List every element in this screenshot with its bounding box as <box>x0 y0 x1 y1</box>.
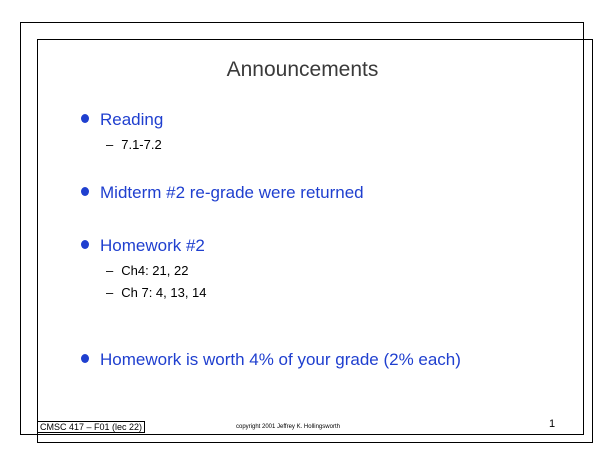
bullet-text: Homework #2 <box>100 236 205 255</box>
subitem-reading <box>106 137 162 152</box>
footer-course: CMSC 417 – F01 (lec 22) <box>37 421 145 433</box>
bullet-homework-worth <box>81 350 461 370</box>
page-number: 1 <box>549 418 556 430</box>
slide-title: Announcements <box>226 58 379 81</box>
subitem-text: Ch4: 21, 22 <box>121 263 189 278</box>
bullet-text: Midterm #2 re-grade were returned <box>100 183 364 202</box>
subitem-text: 7.1-7.2 <box>121 137 162 152</box>
sub-marker: – <box>106 137 114 152</box>
subitem-homework-ch7 <box>106 285 207 300</box>
bullet-homework <box>81 236 205 256</box>
subitem-text: Ch 7: 4, 13, 14 <box>121 285 207 300</box>
bullet-text: Reading <box>100 110 164 129</box>
bullet-dot-icon <box>81 240 89 249</box>
sub-marker: – <box>106 285 114 300</box>
bullet-dot-icon <box>81 354 89 363</box>
slide-frame-outer <box>20 22 584 435</box>
bullet-text: Homework is worth 4% of your grade (2% each) <box>100 350 461 369</box>
bullet-reading <box>81 110 163 130</box>
bullet-midterm <box>81 183 364 203</box>
bullet-dot-icon <box>81 187 89 196</box>
footer-copyright: copyright 2001 Jeffrey K. Hollingsworth <box>236 424 340 430</box>
subitem-homework-ch4 <box>106 263 188 278</box>
sub-marker: – <box>106 263 114 278</box>
bullet-dot-icon <box>81 114 89 123</box>
